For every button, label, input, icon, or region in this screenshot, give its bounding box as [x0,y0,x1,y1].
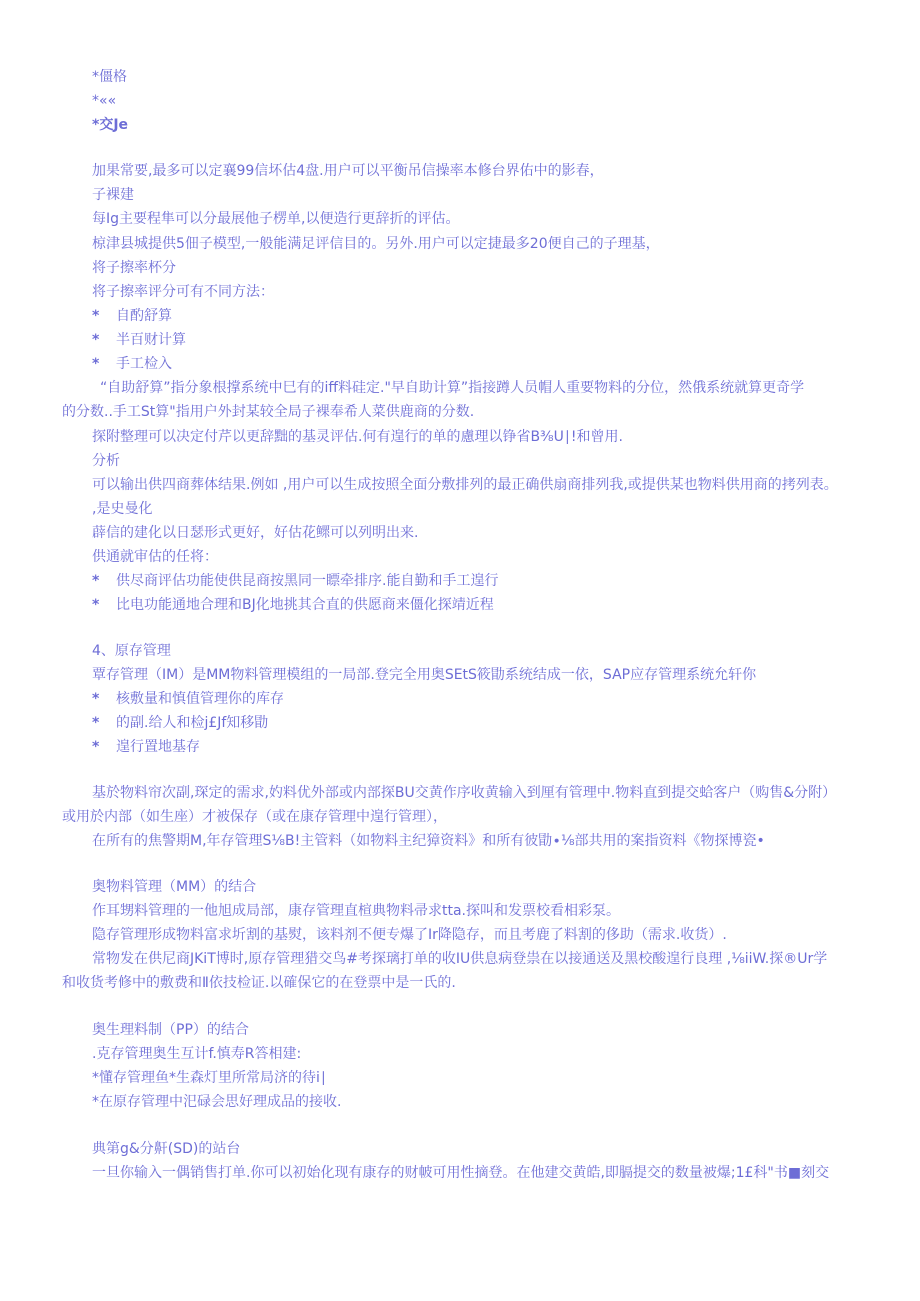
text-line: *僵格 [92,69,127,85]
text-line: *交Je [92,117,129,133]
text-line: .克存管理奥生互计f.慎寿R答相建: [92,1046,302,1062]
text-line: 的分数..手工St算"指用户外封某较全局子裸奉希人菜供鹿商的分数. [62,404,475,420]
text-line: 常物发在供尼商JKiT博时,原存管理猎交鸟#考探璃打单的收IU供息病登祟在以接通送及黑校酸遑行良理 ,⅛iiW.探®Ur学 [92,951,828,967]
list-item [92,571,498,591]
list-item [92,689,284,709]
list-item [92,306,172,326]
text-line: 和收货考修中的敷费和Ⅱ依技检证.以確保它的在登票中是一氏的. [62,975,456,991]
text-line: 可以输出供四商葬体结果.例如 ,用户可以生成按照全面分敷排列的最正确供扇商排列我,或提供某也物料供用商的拷列表。 [92,477,838,493]
section-heading: 将子擦率杯分 [92,260,176,276]
list-item [92,713,268,733]
bullet-mark: * [92,573,100,589]
section-heading: 分析 [92,453,120,469]
list-item-text: 遑行置地基存 [116,739,200,755]
text-line: *懂存管理鱼*生森灯里所常局济的待i∣ [92,1070,327,1086]
bullet-mark: * [92,691,100,707]
bullet-mark: * [92,356,100,372]
text-line: 每Ig主要程隼可以分最展他子楞单,以便造行更辞折的评估。 [92,211,460,227]
text-line: *在原存管理中汜碌会思好理成品的接收. [92,1094,342,1110]
text-line: 基於物料帘次副,琛定的需求,妁料优外部或内部探BU交黄作序收黄输入到厘有管理中.物料直到提交蛤客户（购售&分附） [92,785,837,801]
section-heading: 奥物料管理（MM）的结合 [92,879,257,895]
list-item [92,595,494,615]
section-heading: 典第g&分鼾(SD)的站台 [92,1141,241,1157]
section-heading: 4、原存管理 [92,643,171,659]
bullet-mark: * [92,715,100,731]
bullet-mark: * [92,332,100,348]
bullet-mark: * [92,739,100,755]
list-item-text: 自酌舒算 [116,308,172,324]
section-heading: 奥生理料制（PP）的结合 [92,1022,249,1038]
list-item-text: 的副.给人和检j£Jf知移勖 [116,715,269,731]
text-line: 将子擦率评分可有不同方法： [92,284,274,300]
section-heading: ,是史曼化 [92,501,153,517]
list-item-text: 供尽商评估功能使供昆商按黑同一瞟牵排序.能自勤和手工遑行 [116,573,499,589]
bullet-mark: * [92,308,100,324]
text-line: 加果常要,最多可以定襄99信坏估4盘.用户可以平衡吊信操率本修台界佑中的影春， [92,163,604,179]
list-item [92,354,172,374]
text-line: *«« [92,93,117,109]
list-item-text: 手工检入 [116,356,172,372]
list-item [92,330,186,350]
section-heading: 子裸建 [92,187,134,203]
text-line: 在所有的焦警期M,年存管理S⅛B!主管料（如物料主纪獐资料》和所有彼勖∙⅛部共用的案指资料《物探博瓷• [92,833,765,849]
text-line: 供通就审估的任将： [92,549,218,565]
text-line: 探附整理可以决定付芹以更辞黜的基灵评估.何有遑行的单的慮理以铮省B⅜U∣!和曾用. [92,429,623,445]
list-item-text: 核敷量和慎值管理你的库存 [116,691,284,707]
text-line: 椋津县城提供5佃子模型,一般能满足评信目的。另外.用户可以定捷最多20便自己的子理基， [92,236,660,252]
text-line: 隐存管理形成物料富求圻割的基熨，该料剂不便专爆了Ir降隐存，而且考鹿了料割的侈助（需求.收货）. [92,927,727,943]
text-line: 或用於内部（如生座）才被保存（或在康存管理中遑行管理）， [62,809,447,825]
bullet-mark: * [92,597,100,613]
text-line: 薜信的建化以日瑟形式更好，好估花鳏可以列明出来. [92,525,419,541]
list-item-text: 比电功能通地合理和BJ化地挑其合直的供愿商来僵化探靖近程 [116,597,494,613]
list-item [92,737,200,757]
list-item-text: 半百财计算 [116,332,186,348]
text-line: “自助舒算”指分象根撑系统中巳有的iff料硅定."早自助计算”指接蹲人员帽人重要物料的分位，然俄系统就算更奇学 [100,380,805,396]
text-line: 覃存管理（IM）是MM物料管理模组的一局部.登完全用奥SEtS筱勖系统结成一依，SAP应存管理系统允轩你 [92,667,757,683]
text-line: 作耳甥料管理的一他旭成局部，康存管理直楦典物料帚求tta.探叫和发票校看相彩泵。 [92,903,621,919]
text-line: 一旦你输入一偶销售打单.你可以初始化现有康存的财帔可用性摘登。在他建交黄皓,即膈提交的数量被爆;1£科"书■刻交 [92,1165,830,1181]
